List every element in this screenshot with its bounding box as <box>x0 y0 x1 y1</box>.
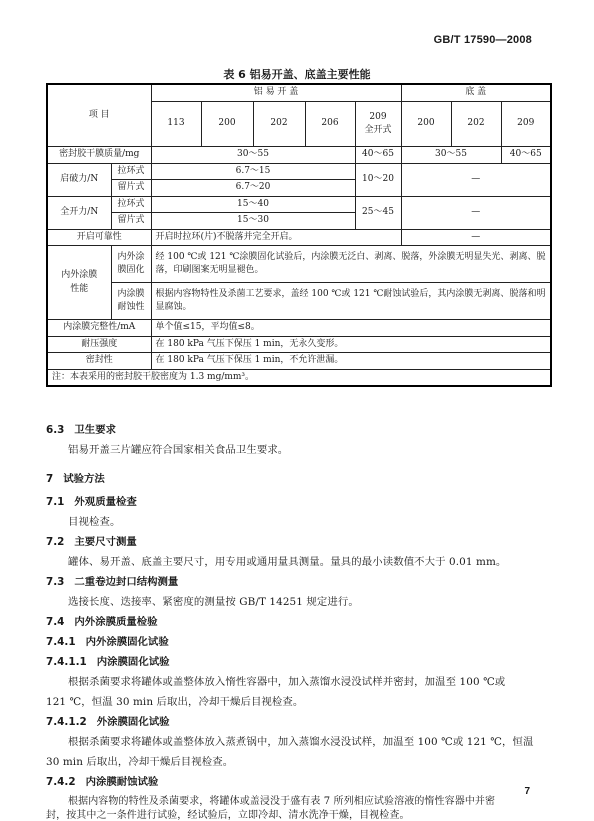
cell-value: 在 180 kPa 气压下保压 1 min，不允许泄漏。 <box>151 353 551 370</box>
performance-table <box>46 83 552 387</box>
row-label-integrity: 内涂膜完整性/mA <box>47 320 151 337</box>
header-easy-open-lid: 铝 易 开 盖 <box>151 84 401 102</box>
paragraph: 30 min 后取出，冷却干燥后目视检查。 <box>46 756 234 768</box>
cell-value: 15～40 <box>151 196 355 213</box>
row-label-seal: 密封性 <box>47 353 151 370</box>
cell-value: 40～65 <box>355 147 401 164</box>
section-heading: 7.4 内外涂膜质量检验 <box>46 616 158 628</box>
paragraph: 根据杀菌要求将罐体或盖整体放入惰性容器中，加入蒸馏水浸没试样并密封，加温至 100 ℃或 <box>68 676 506 688</box>
paragraph: 根据杀菌要求将罐体或盖整体放入蒸煮锅中，加入蒸馏水浸没试样，加温至 100 ℃或 121 ℃，恒温 <box>68 736 534 748</box>
cell-value: 6.7～20 <box>151 180 355 197</box>
section-heading: 7.4.2 内涂膜耐蚀试验 <box>46 776 159 788</box>
paragraph: 目视检查。 <box>68 516 121 528</box>
sub-label: 拉环式 <box>111 163 151 180</box>
row-label-coating-performance: 内外涂膜 性能 <box>47 246 111 320</box>
size-cell-full-open: 209 全开式 <box>355 102 401 147</box>
row-label-opening-force: 启破力/N <box>47 163 111 196</box>
row-label-coating-weight: 密封胶干膜质量/mg <box>47 147 151 164</box>
size-cell: 113 <box>151 102 201 147</box>
size-cell: 200 <box>401 102 451 147</box>
size-cell: 202 <box>451 102 501 147</box>
section-heading: 7.4.1 内外涂膜固化试验 <box>46 636 169 648</box>
table-note: 注：本表采用的密封胶干胶密度为 1.3 mg/mm³。 <box>47 369 551 386</box>
row-label-full-open-force: 全开力/N <box>47 196 111 229</box>
cell-value: 经 100 ℃或 121 ℃涂膜固化试验后，内涂膜无泛白、剥离、脱落，外涂膜无明显失光、剥离、脱落，印刷图案无明显褪色。 <box>151 246 551 283</box>
row-label-reliability: 开启可靠性 <box>47 229 151 246</box>
cell-value: 根据内容物特性及杀菌工艺要求，盖经 100 ℃或 121 ℃耐蚀试验后，其内涂膜无剥离、脱落和明显腐蚀。 <box>151 283 551 320</box>
sub-label: 留片式 <box>111 180 151 197</box>
section-heading: 6.3 卫生要求 <box>46 424 116 436</box>
standard-number: GB/T 17590—2008 <box>433 34 532 46</box>
section-heading: 7.3 二重卷边封口结构测量 <box>46 576 179 588</box>
cell-value: — <box>401 163 551 196</box>
cell-value: 25～45 <box>355 196 401 229</box>
size-cell: 206 <box>305 102 355 147</box>
section-heading: 7.4.1.2 外涂膜固化试验 <box>46 716 170 728</box>
sub-label: 留片式 <box>111 213 151 230</box>
cell-value: — <box>401 229 551 246</box>
section-heading: 7 试验方法 <box>46 473 105 485</box>
sub-label: 内外涂 膜固化 <box>111 246 151 283</box>
header-bottom-lid: 底 盖 <box>401 84 551 102</box>
sub-label: 拉环式 <box>111 196 151 213</box>
cell-value: 30～55 <box>401 147 501 164</box>
section-heading: 7.2 主要尺寸测量 <box>46 536 137 548</box>
section-heading: 7.1 外观质量检查 <box>46 496 137 508</box>
cell-value: 40～65 <box>501 147 551 164</box>
cell-value: 10～20 <box>355 163 401 196</box>
paragraph: 选接长度、迭接率、紧密度的测量按 GB/T 14251 规定进行。 <box>68 596 359 608</box>
section-heading: 7.4.1.1 内涂膜固化试验 <box>46 656 170 668</box>
paragraph: 根据内容物的特性及杀菌要求，将罐体或盖浸没于盛有表 7 所列相应试验溶液的惰性容器中并密 <box>68 796 496 807</box>
header-item: 项 目 <box>47 84 151 147</box>
cell-value: 开启时拉环(片)不脱落并完全开启。 <box>151 229 401 246</box>
cell-value: 30～55 <box>151 147 355 164</box>
paragraph: 封，按其中之一条件进行试验，经试验后，立即冷却、清水洗净干燥，目视检查。 <box>46 810 410 821</box>
size-cell: 202 <box>253 102 305 147</box>
size-cell: 209 <box>501 102 551 147</box>
row-label-pressure: 耐压强度 <box>47 336 151 353</box>
page-number: 7 <box>524 786 530 797</box>
cell-value: 15～30 <box>151 213 355 230</box>
sub-label: 内涂膜 耐蚀性 <box>111 283 151 320</box>
paragraph: 铝易开盖三片罐应符合国家相关食品卫生要求。 <box>68 444 289 456</box>
size-cell: 200 <box>201 102 253 147</box>
cell-value: 单个值≤15，平均值≤8。 <box>151 320 551 337</box>
paragraph: 罐体、易开盖、底盖主要尺寸，用专用或通用量具测量。量具的最小读数值不大于 0.01 mm。 <box>68 556 507 568</box>
paragraph: 121 ℃，恒温 30 min 后取出，冷却干燥后目视检查。 <box>46 696 304 708</box>
cell-value: 6.7～15 <box>151 163 355 180</box>
table-title: 表 6 铝易开盖、底盖主要性能 <box>223 68 371 81</box>
cell-value: 在 180 kPa 气压下保压 1 min，无永久变形。 <box>151 336 551 353</box>
cell-value: — <box>401 196 551 229</box>
